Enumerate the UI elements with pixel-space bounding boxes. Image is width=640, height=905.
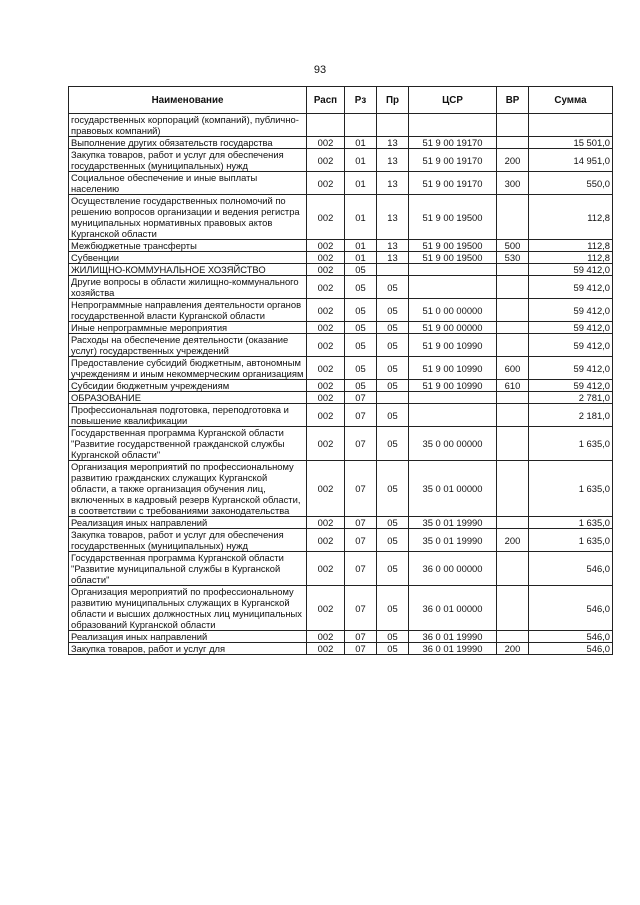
cell-name: Социальное обеспечение и иные выплаты населению — [69, 172, 307, 195]
column-header-rasp: Расп — [307, 87, 345, 114]
cell-pr: 05 — [377, 322, 409, 334]
cell-sum: 2 181,0 — [529, 404, 613, 427]
table-row — [69, 631, 613, 643]
cell-vr: 200 — [497, 643, 529, 655]
table-row — [69, 643, 613, 655]
cell-vr — [497, 392, 529, 404]
cell-rasp: 002 — [307, 149, 345, 172]
cell-pr: 05 — [377, 276, 409, 299]
cell-rz: 05 — [345, 299, 377, 322]
table-row — [69, 586, 613, 631]
cell-rasp: 002 — [307, 586, 345, 631]
cell-rz: 01 — [345, 252, 377, 264]
cell-pr: 13 — [377, 149, 409, 172]
cell-pr: 13 — [377, 195, 409, 240]
cell-pr: 05 — [377, 586, 409, 631]
table-row — [69, 240, 613, 252]
cell-pr: 05 — [377, 404, 409, 427]
cell-csr: 36 0 01 19990 — [409, 631, 497, 643]
page-number: 93 — [313, 64, 327, 76]
cell-name: Закупка товаров, работ и услуг для обеспечения государственных (муниципальных) нужд — [69, 149, 307, 172]
cell-rasp: 002 — [307, 334, 345, 357]
cell-sum: 1 635,0 — [529, 427, 613, 461]
cell-pr: 05 — [377, 334, 409, 357]
cell-rz: 07 — [345, 529, 377, 552]
cell-vr: 300 — [497, 172, 529, 195]
cell-rasp: 002 — [307, 240, 345, 252]
cell-rz: 01 — [345, 149, 377, 172]
cell-rasp: 002 — [307, 404, 345, 427]
cell-rasp: 002 — [307, 461, 345, 517]
cell-rasp: 002 — [307, 631, 345, 643]
cell-rasp: 002 — [307, 137, 345, 149]
cell-csr: 51 9 00 19500 — [409, 240, 497, 252]
cell-name: Иные непрограммные мероприятия — [69, 322, 307, 334]
cell-name: Непрограммные направления деятельности органов государственной власти Курганской области — [69, 299, 307, 322]
table-row — [69, 172, 613, 195]
table-row — [69, 137, 613, 149]
cell-sum: 1 635,0 — [529, 461, 613, 517]
cell-csr: 35 0 01 19990 — [409, 529, 497, 552]
cell-vr — [497, 264, 529, 276]
cell-csr — [409, 264, 497, 276]
cell-pr: 05 — [377, 552, 409, 586]
table-row — [69, 334, 613, 357]
cell-rz: 05 — [345, 264, 377, 276]
cell-sum: 59 412,0 — [529, 357, 613, 380]
table-row — [69, 427, 613, 461]
cell-vr — [497, 195, 529, 240]
cell-rz: 01 — [345, 240, 377, 252]
table-row — [69, 276, 613, 299]
cell-vr: 600 — [497, 357, 529, 380]
cell-name: государственных корпораций (компаний), публично-правовых компаний) — [69, 114, 307, 137]
budget-table — [68, 86, 613, 655]
cell-rasp — [307, 114, 345, 137]
cell-rz: 07 — [345, 404, 377, 427]
cell-sum: 1 635,0 — [529, 517, 613, 529]
cell-name: Расходы на обеспечение деятельности (оказание услуг) государственных учреждений — [69, 334, 307, 357]
table-row — [69, 149, 613, 172]
cell-sum: 546,0 — [529, 643, 613, 655]
cell-sum: 112,8 — [529, 240, 613, 252]
cell-rasp: 002 — [307, 392, 345, 404]
cell-csr: 36 0 00 00000 — [409, 552, 497, 586]
cell-vr: 500 — [497, 240, 529, 252]
cell-sum: 14 951,0 — [529, 149, 613, 172]
cell-vr: 200 — [497, 529, 529, 552]
cell-vr: 610 — [497, 380, 529, 392]
table-row — [69, 392, 613, 404]
cell-pr: 05 — [377, 357, 409, 380]
cell-csr: 36 0 01 19990 — [409, 643, 497, 655]
cell-csr: 51 9 00 19500 — [409, 195, 497, 240]
cell-rasp: 002 — [307, 552, 345, 586]
cell-vr: 530 — [497, 252, 529, 264]
cell-sum: 59 412,0 — [529, 334, 613, 357]
cell-vr — [497, 276, 529, 299]
cell-name: Межбюджетные трансферты — [69, 240, 307, 252]
cell-rasp: 002 — [307, 299, 345, 322]
cell-name: Профессиональная подготовка, переподготовка и повышение квалификации — [69, 404, 307, 427]
column-header-vr: ВР — [497, 87, 529, 114]
table-row — [69, 264, 613, 276]
table-row — [69, 461, 613, 517]
column-header-rz: Рз — [345, 87, 377, 114]
column-header-pr: Пр — [377, 87, 409, 114]
cell-rz: 07 — [345, 552, 377, 586]
table-row — [69, 114, 613, 137]
cell-name: Организация мероприятий по профессиональному развитию муниципальных служащих в Курганской области и высших должностных лиц муниципальных образований Курганской области — [69, 586, 307, 631]
cell-rasp: 002 — [307, 643, 345, 655]
cell-vr — [497, 427, 529, 461]
cell-rasp: 002 — [307, 276, 345, 299]
cell-sum: 546,0 — [529, 631, 613, 643]
cell-pr: 13 — [377, 137, 409, 149]
cell-rasp: 002 — [307, 322, 345, 334]
table-row — [69, 299, 613, 322]
cell-vr — [497, 461, 529, 517]
cell-vr — [497, 586, 529, 631]
cell-pr — [377, 392, 409, 404]
cell-rz: 05 — [345, 380, 377, 392]
table-row — [69, 252, 613, 264]
cell-sum — [529, 114, 613, 137]
cell-rasp: 002 — [307, 357, 345, 380]
table-row — [69, 195, 613, 240]
cell-name: Субсидии бюджетным учреждениям — [69, 380, 307, 392]
cell-csr: 51 9 00 19170 — [409, 172, 497, 195]
cell-name: Выполнение других обязательств государства — [69, 137, 307, 149]
cell-rasp: 002 — [307, 427, 345, 461]
cell-csr: 36 0 01 00000 — [409, 586, 497, 631]
cell-pr — [377, 114, 409, 137]
cell-rz: 05 — [345, 322, 377, 334]
cell-csr: 51 9 00 10990 — [409, 334, 497, 357]
cell-pr: 05 — [377, 427, 409, 461]
cell-rasp: 002 — [307, 172, 345, 195]
cell-name: Субвенции — [69, 252, 307, 264]
cell-rz: 07 — [345, 586, 377, 631]
table-header-row — [69, 87, 613, 114]
cell-name: Предоставление субсидий бюджетным, автономным учреждениям и иным некоммерческим организациям — [69, 357, 307, 380]
cell-csr — [409, 276, 497, 299]
cell-name: ОБРАЗОВАНИЕ — [69, 392, 307, 404]
column-header-sum: Сумма — [529, 87, 613, 114]
cell-sum: 59 412,0 — [529, 299, 613, 322]
cell-sum: 59 412,0 — [529, 380, 613, 392]
cell-vr — [497, 114, 529, 137]
cell-sum: 112,8 — [529, 252, 613, 264]
cell-csr: 35 0 01 00000 — [409, 461, 497, 517]
cell-name: Организация мероприятий по профессиональному развитию гражданских служащих Курганской области, а также организация обучения лиц, включенных в кадровый резерв Курганской области, в соответствии с требованиями законодательства — [69, 461, 307, 517]
cell-rasp: 002 — [307, 252, 345, 264]
cell-vr — [497, 631, 529, 643]
cell-sum: 15 501,0 — [529, 137, 613, 149]
column-header-name: Наименование — [69, 87, 307, 114]
cell-csr: 51 9 00 00000 — [409, 322, 497, 334]
cell-rz: 05 — [345, 357, 377, 380]
cell-csr — [409, 114, 497, 137]
cell-rz: 07 — [345, 643, 377, 655]
cell-pr: 13 — [377, 240, 409, 252]
cell-sum: 546,0 — [529, 552, 613, 586]
cell-pr: 13 — [377, 252, 409, 264]
cell-rasp: 002 — [307, 529, 345, 552]
cell-vr — [497, 404, 529, 427]
cell-csr: 35 0 00 00000 — [409, 427, 497, 461]
cell-sum: 59 412,0 — [529, 322, 613, 334]
cell-pr: 05 — [377, 461, 409, 517]
cell-rz: 01 — [345, 195, 377, 240]
cell-pr: 05 — [377, 529, 409, 552]
cell-csr: 51 0 00 00000 — [409, 299, 497, 322]
cell-pr: 05 — [377, 517, 409, 529]
cell-rz: 07 — [345, 427, 377, 461]
cell-name: Реализация иных направлений — [69, 517, 307, 529]
cell-rz — [345, 114, 377, 137]
cell-rasp: 002 — [307, 380, 345, 392]
cell-pr: 05 — [377, 631, 409, 643]
cell-rz: 05 — [345, 276, 377, 299]
cell-rz: 07 — [345, 517, 377, 529]
table-row — [69, 380, 613, 392]
cell-rz: 07 — [345, 392, 377, 404]
cell-name: Государственная программа Курганской области "Развитие муниципальной службы в Курганской области" — [69, 552, 307, 586]
cell-sum: 546,0 — [529, 586, 613, 631]
cell-rasp: 002 — [307, 195, 345, 240]
cell-rasp: 002 — [307, 517, 345, 529]
cell-pr — [377, 264, 409, 276]
cell-name: Государственная программа Курганской области "Развитие государственной гражданской службы Курганской области" — [69, 427, 307, 461]
cell-rz: 07 — [345, 631, 377, 643]
cell-csr: 51 9 00 10990 — [409, 357, 497, 380]
table-row — [69, 404, 613, 427]
cell-pr: 05 — [377, 380, 409, 392]
cell-name: Осуществление государственных полномочий по решению вопросов организации и ведения регистра муниципальных нормативных правовых актов Курганской области — [69, 195, 307, 240]
cell-name: Закупка товаров, работ и услуг для — [69, 643, 307, 655]
cell-csr: 51 9 00 19500 — [409, 252, 497, 264]
table-row — [69, 552, 613, 586]
cell-name: Другие вопросы в области жилищно-коммунального хозяйства — [69, 276, 307, 299]
cell-pr: 13 — [377, 172, 409, 195]
cell-sum: 550,0 — [529, 172, 613, 195]
table-row — [69, 322, 613, 334]
table-row — [69, 517, 613, 529]
column-header-csr: ЦСР — [409, 87, 497, 114]
cell-sum: 1 635,0 — [529, 529, 613, 552]
cell-vr — [497, 299, 529, 322]
cell-vr — [497, 322, 529, 334]
table-row — [69, 357, 613, 380]
cell-rz: 01 — [345, 137, 377, 149]
cell-csr: 35 0 01 19990 — [409, 517, 497, 529]
cell-rz: 01 — [345, 172, 377, 195]
cell-vr — [497, 137, 529, 149]
cell-rz: 05 — [345, 334, 377, 357]
table-body — [69, 114, 613, 655]
cell-name: Реализация иных направлений — [69, 631, 307, 643]
cell-csr: 51 9 00 19170 — [409, 137, 497, 149]
cell-rz: 07 — [345, 461, 377, 517]
cell-csr — [409, 404, 497, 427]
cell-vr — [497, 334, 529, 357]
cell-csr: 51 9 00 19170 — [409, 149, 497, 172]
cell-vr — [497, 552, 529, 586]
table-row — [69, 529, 613, 552]
cell-vr — [497, 517, 529, 529]
cell-sum: 112,8 — [529, 195, 613, 240]
cell-sum: 2 781,0 — [529, 392, 613, 404]
cell-name: ЖИЛИЩНО-КОММУНАЛЬНОЕ ХОЗЯЙСТВО — [69, 264, 307, 276]
cell-pr: 05 — [377, 643, 409, 655]
cell-csr: 51 9 00 10990 — [409, 380, 497, 392]
cell-vr: 200 — [497, 149, 529, 172]
cell-sum: 59 412,0 — [529, 276, 613, 299]
cell-pr: 05 — [377, 299, 409, 322]
cell-sum: 59 412,0 — [529, 264, 613, 276]
cell-name: Закупка товаров, работ и услуг для обеспечения государственных (муниципальных) нужд — [69, 529, 307, 552]
cell-rasp: 002 — [307, 264, 345, 276]
cell-csr — [409, 392, 497, 404]
